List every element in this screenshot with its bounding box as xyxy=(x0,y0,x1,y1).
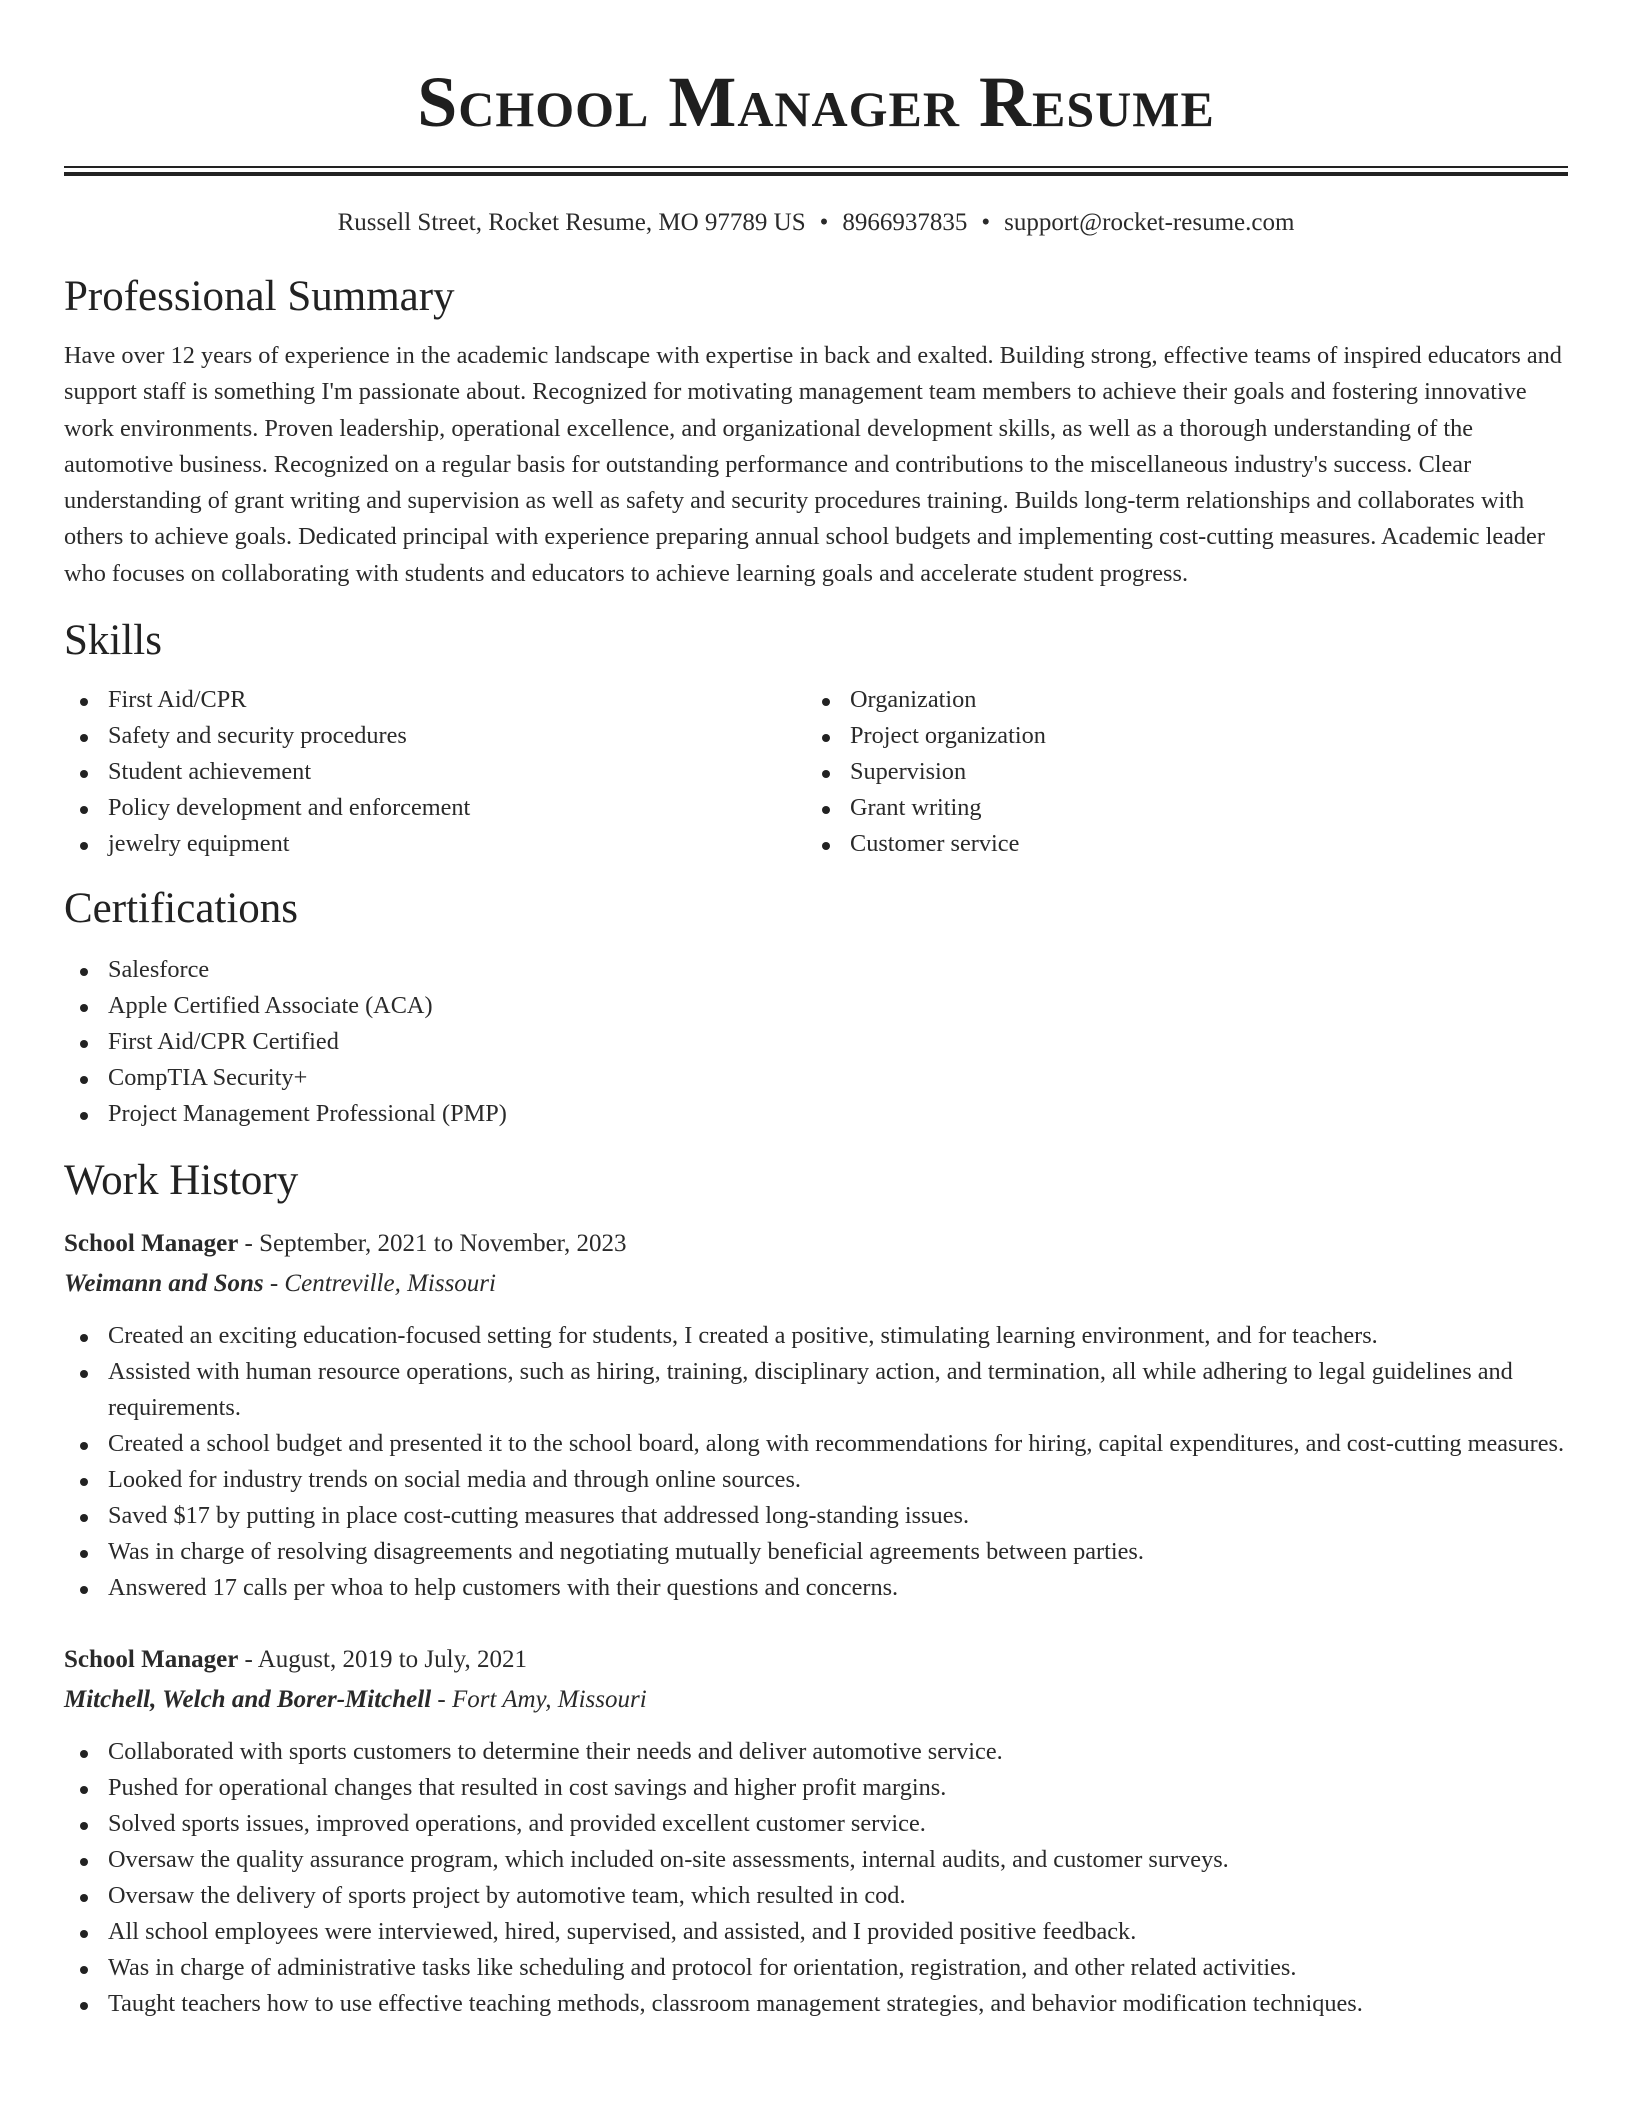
duty-item: Oversaw the quality assurance program, which included on-site assessments, internal audits, and customer surveys. xyxy=(64,1842,1568,1878)
duty-item: Taught teachers how to use effective teaching methods, classroom management strategies, and behavior modification techniques. xyxy=(64,1986,1568,2022)
skill-item: First Aid/CPR xyxy=(64,682,806,718)
duties-list xyxy=(64,1734,1568,2022)
job-entry xyxy=(64,1224,1568,1606)
skill-item: Organization xyxy=(806,682,1548,718)
job-title: School Manager xyxy=(64,1646,239,1674)
job-title: School Manager xyxy=(64,1230,239,1258)
skill-item: Supervision xyxy=(806,754,1548,790)
contact-separator: • xyxy=(819,209,829,236)
skill-item: Project organization xyxy=(806,718,1548,754)
summary-text: Have over 12 years of experience in the academic landscape with expertise in back and exalted. Building strong, effective teams of inspired educators and support staff is something I'm passionate about. Recognized for motivating management team members to achieve their goals and fostering innovative work environments. Proven leadership, operational excellence, and organizational development skills, as well as a thorough understanding of the automotive business. Recognized on a regular basis for outstanding performance and contributions to the miscellaneous industry's success. Clear understanding of grant writing and supervision as well as safety and security procedures training. Builds long-term relationships and collaborates with others to achieve goals. Dedicated principal with experience preparing annual school budgets and implementing cost-cutting measures. Academic leader who focuses on collaborating with students and educators to achieve learning goals and accelerate student progress. xyxy=(64,342,1562,587)
certifications-heading: Certifications xyxy=(64,885,299,933)
job-title-line xyxy=(64,1224,1568,1264)
skills-list-left xyxy=(64,682,806,862)
skills-grid xyxy=(64,682,1568,862)
duty-item: Solved sports issues, improved operations, and provided excellent customer service. xyxy=(64,1806,1568,1842)
duty-item: Saved $17 by putting in place cost-cutting measures that addressed long-standing issues. xyxy=(64,1498,1568,1534)
contact-address: Russell Street, Rocket Resume, MO 97789 US xyxy=(337,209,806,236)
duty-item: Looked for industry trends on social media and through online sources. xyxy=(64,1462,1568,1498)
certification-item: Project Management Professional (PMP) xyxy=(64,1096,1568,1132)
summary-heading: Professional Summary xyxy=(64,273,455,320)
skill-item: Safety and security procedures xyxy=(64,718,806,754)
contact-separator: • xyxy=(981,209,991,236)
contact-email: support@rocket-resume.com xyxy=(1004,209,1295,236)
contact-phone: 8966937835 xyxy=(842,209,968,236)
work-history-heading: Work History xyxy=(64,1157,299,1205)
skill-item: Grant writing xyxy=(806,790,1548,826)
job-dates: - September, 2021 to November, 2023 xyxy=(238,1230,627,1258)
company-line xyxy=(64,1680,1568,1720)
duty-item: Assisted with human resource operations, such as hiring, training, disciplinary action, and termination, all while adhering to legal guidelines and requirements. xyxy=(64,1354,1568,1426)
company-name: Mitchell, Welch and Borer-Mitchell xyxy=(64,1686,432,1714)
job-dates: - August, 2019 to July, 2021 xyxy=(238,1646,527,1674)
skills-list-right xyxy=(806,682,1548,862)
job-title-line xyxy=(64,1640,1568,1680)
duty-item: Was in charge of administrative tasks like scheduling and protocol for orientation, registration, and other related activities. xyxy=(64,1950,1568,1986)
title-divider xyxy=(64,166,1568,176)
duty-item: Answered 17 calls per whoa to help customers with their questions and concerns. xyxy=(64,1570,1568,1606)
duty-item: Oversaw the delivery of sports project by automotive team, which resulted in cod. xyxy=(64,1878,1568,1914)
duty-item: Created an exciting education-focused setting for students, I created a positive, stimulating learning environment, and for teachers. xyxy=(64,1318,1568,1354)
certification-item: CompTIA Security+ xyxy=(64,1060,1568,1096)
company-location: - Fort Amy, Missouri xyxy=(431,1686,647,1714)
contact-line xyxy=(64,206,1568,240)
duty-item: Created a school budget and presented it to the school board, along with recommendations for hiring, capital expenditures, and cost-cutting measures. xyxy=(64,1426,1568,1462)
job-entry xyxy=(64,1640,1568,2022)
company-line xyxy=(64,1264,1568,1304)
company-name: Weimann and Sons xyxy=(64,1270,264,1298)
skill-item: Policy development and enforcement xyxy=(64,790,806,826)
certifications-list xyxy=(64,952,1568,1132)
page-title: School Manager Resume xyxy=(417,62,1215,142)
certification-item: First Aid/CPR Certified xyxy=(64,1024,1568,1060)
certification-item: Apple Certified Associate (ACA) xyxy=(64,988,1568,1024)
company-location: - Centreville, Missouri xyxy=(263,1270,496,1298)
duty-item: Was in charge of resolving disagreements and negotiating mutually beneficial agreements between parties. xyxy=(64,1534,1568,1570)
duty-item: All school employees were interviewed, hired, supervised, and assisted, and I provided positive feedback. xyxy=(64,1914,1568,1950)
duties-list xyxy=(64,1318,1568,1606)
duty-item: Pushed for operational changes that resulted in cost savings and higher profit margins. xyxy=(64,1770,1568,1806)
skill-item: Student achievement xyxy=(64,754,806,790)
skills-heading: Skills xyxy=(64,617,162,665)
skill-item: Customer service xyxy=(806,826,1548,862)
duty-item: Collaborated with sports customers to determine their needs and deliver automotive service. xyxy=(64,1734,1568,1770)
skill-item: jewelry equipment xyxy=(64,826,806,862)
certification-item: Salesforce xyxy=(64,952,1568,988)
